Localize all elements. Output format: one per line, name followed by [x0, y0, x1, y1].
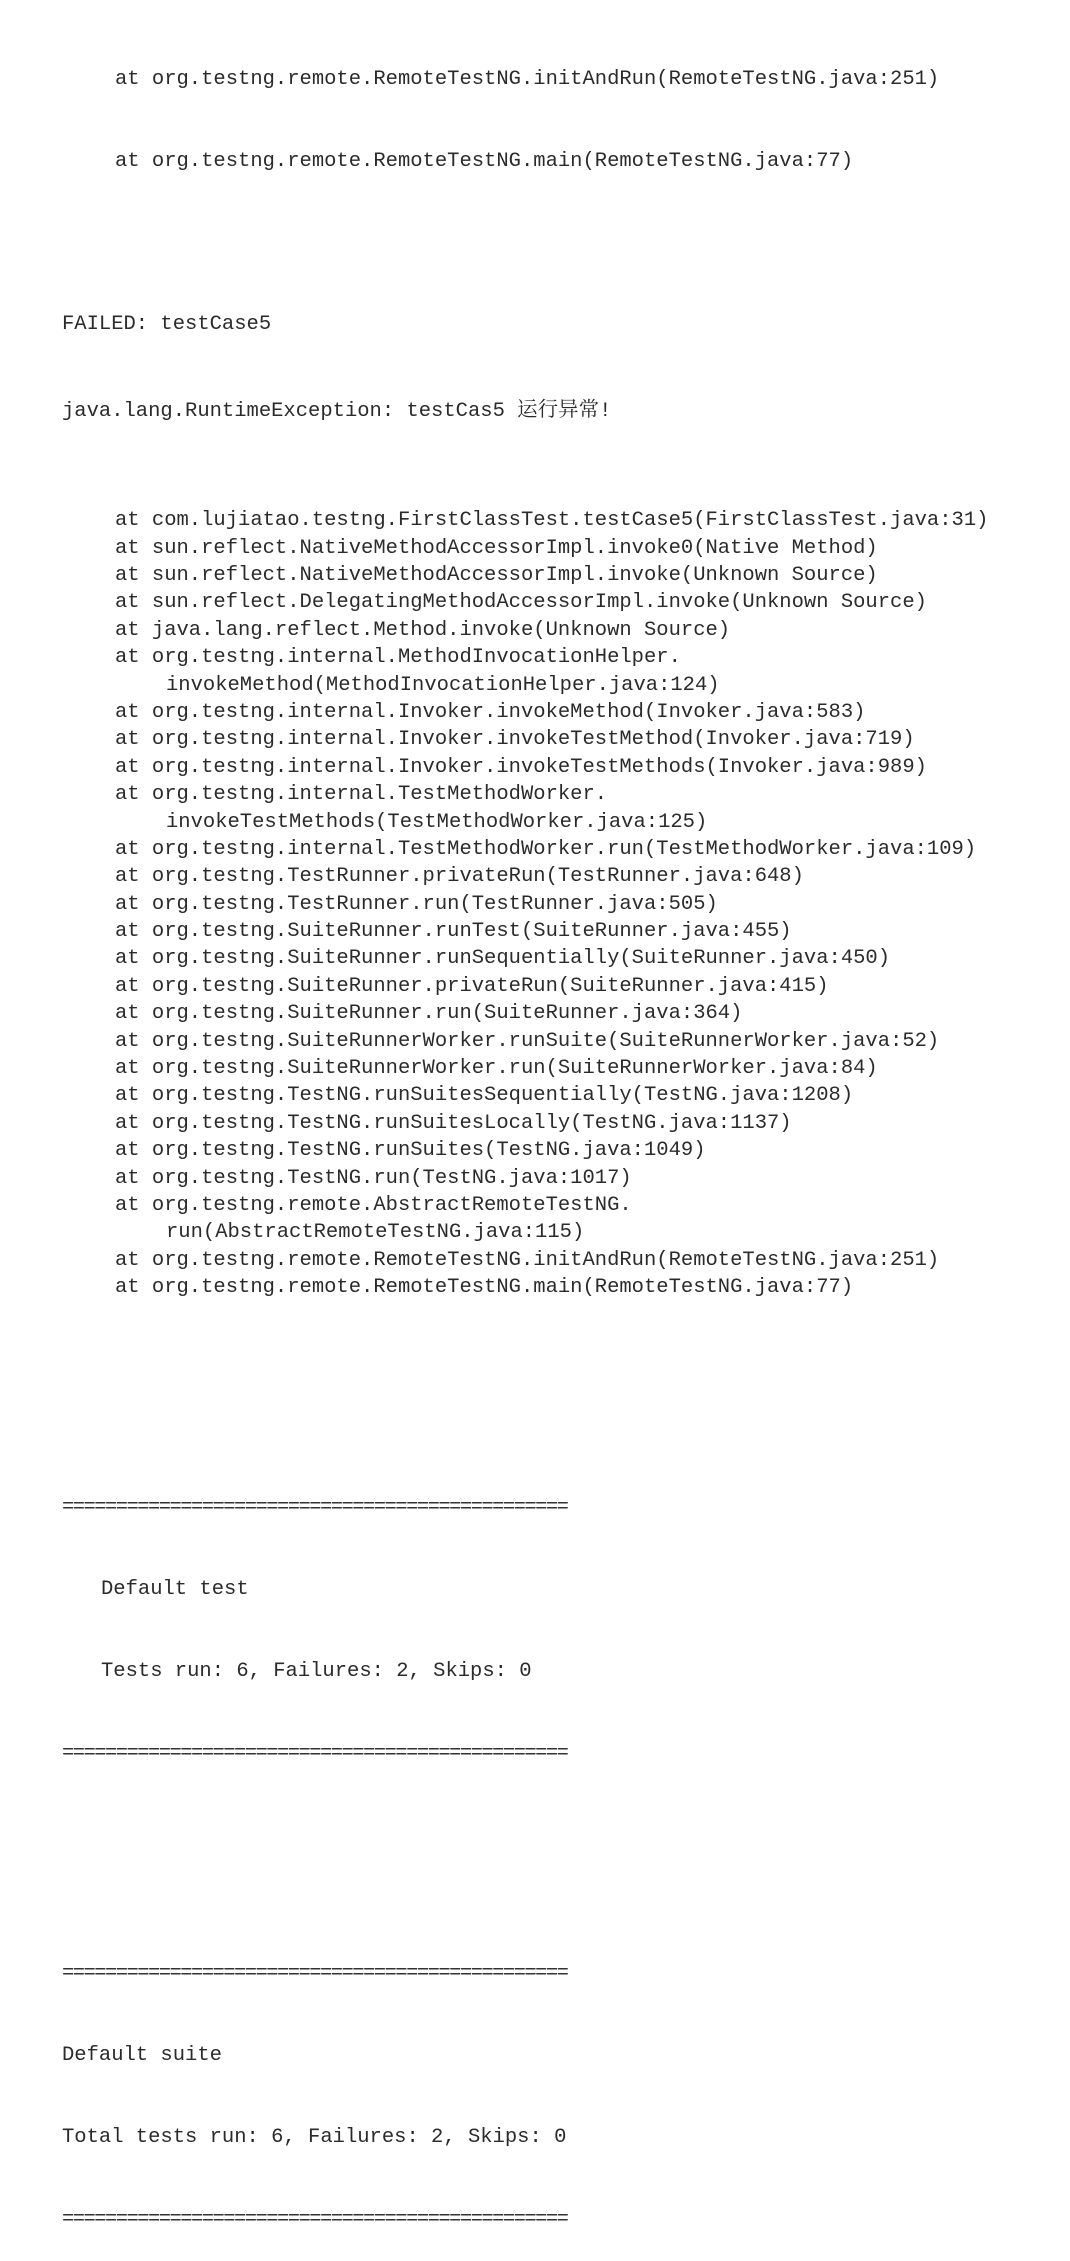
blank-line — [62, 1384, 1062, 1439]
stack-trace-line: at java.lang.reflect.Method.invoke(Unknown Source) — [115, 618, 731, 642]
stack-trace-line: at org.testng.internal.MethodInvocationHelper. — [115, 646, 681, 670]
test-name: Default test — [101, 1577, 249, 1601]
stack-trace-line: at org.testng.remote.RemoteTestNG.main(RemoteTestNG.java:77) — [115, 1276, 854, 1300]
stack-trace-line: at org.testng.TestRunner.run(TestRunner.java:505) — [115, 892, 718, 916]
stack-trace-line: at org.testng.SuiteRunnerWorker.runSuite(SuiteRunnerWorker.java:52) — [115, 1029, 940, 1053]
stack-trace-line: at org.testng.internal.TestMethodWorker.run(TestMethodWorker.java:109) — [115, 837, 977, 861]
stack-trace-line: at org.testng.SuiteRunner.runTest(SuiteRunner.java:455) — [115, 920, 792, 944]
stack-trace-line: at org.testng.TestRunner.privateRun(TestRunner.java:648) — [115, 865, 804, 889]
stack-trace-line: at sun.reflect.NativeMethodAccessorImpl.invoke(Unknown Source) — [115, 564, 878, 588]
stack-trace-continuation: invokeTestMethods(TestMethodWorker.java:125) — [166, 810, 708, 834]
stack-trace-line: at org.testng.internal.Invoker.invokeMethod(Invoker.java:583) — [115, 700, 866, 724]
stack-trace — [62, 507, 1062, 1301]
stack-trace-line: at sun.reflect.NativeMethodAccessorImpl.invoke0(Native Method) — [115, 536, 878, 560]
suite-result-summary: Total tests run: 6, Failures: 2, Skips: 0 — [62, 2126, 567, 2150]
stack-trace-line: at org.testng.TestNG.runSuitesLocally(TestNG.java:1137) — [115, 1111, 792, 1135]
console-output — [62, 11, 1062, 2261]
stack-trace-continuation: invokeMethod(MethodInvocationHelper.java:124) — [166, 673, 720, 697]
separator-line: =============================================== — [62, 2208, 568, 2232]
suite-name: Default suite — [62, 2043, 222, 2067]
stack-trace-line: at org.testng.remote.RemoteTestNG.initAndRun(RemoteTestNG.java:251) — [115, 1248, 940, 1272]
stack-trace-line: at org.testng.internal.TestMethodWorker. — [115, 783, 608, 807]
blank-line — [62, 1850, 1062, 1905]
failed-test-line: FAILED: testCase5 — [62, 313, 272, 337]
stack-trace-line: at org.testng.SuiteRunner.run(SuiteRunner.java:364) — [115, 1002, 743, 1026]
separator-line: =============================================== — [62, 1495, 568, 1519]
stack-trace-line: at org.testng.TestNG.runSuites(TestNG.java:1049) — [115, 1139, 706, 1163]
stack-trace-line: at com.lujiatao.testng.FirstClassTest.testCase5(FirstClassTest.java:31) — [115, 509, 989, 533]
stack-trace-line: at org.testng.remote.RemoteTestNG.main(RemoteTestNG.java:77) — [115, 150, 854, 174]
exception-line: java.lang.RuntimeException: testCas5 运行异常! — [62, 399, 612, 423]
stack-trace-line: at org.testng.remote.AbstractRemoteTestNG. — [115, 1194, 632, 1217]
stack-trace-line: at org.testng.SuiteRunnerWorker.run(SuiteRunnerWorker.java:84) — [115, 1057, 878, 1081]
stack-trace-line: at org.testng.SuiteRunner.privateRun(SuiteRunner.java:415) — [115, 974, 829, 998]
stack-trace-line: at org.testng.TestNG.run(TestNG.java:1017) — [115, 1166, 632, 1190]
blank-line — [62, 230, 1062, 257]
stack-trace-line: at org.testng.internal.Invoker.invokeTestMethods(Invoker.java:989) — [115, 755, 927, 779]
stack-trace-line: at org.testng.internal.Invoker.invokeTestMethod(Invoker.java:719) — [115, 728, 915, 752]
stack-trace-line: at sun.reflect.DelegatingMethodAccessorImpl.invoke(Unknown Source) — [115, 591, 927, 615]
stack-trace-continuation: run(AbstractRemoteTestNG.java:115) — [166, 1221, 585, 1245]
separator-line: =============================================== — [62, 1961, 568, 1985]
separator-line: =============================================== — [62, 1742, 568, 1766]
test-result-summary: Tests run: 6, Failures: 2, Skips: 0 — [101, 1660, 532, 1683]
stack-trace-line: at org.testng.SuiteRunner.runSequentially(SuiteRunner.java:450) — [115, 947, 891, 971]
stack-trace-line: at org.testng.remote.RemoteTestNG.initAndRun(RemoteTestNG.java:251) — [115, 67, 940, 91]
stack-trace-line: at org.testng.TestNG.runSuitesSequentially(TestNG.java:1208) — [115, 1084, 854, 1108]
